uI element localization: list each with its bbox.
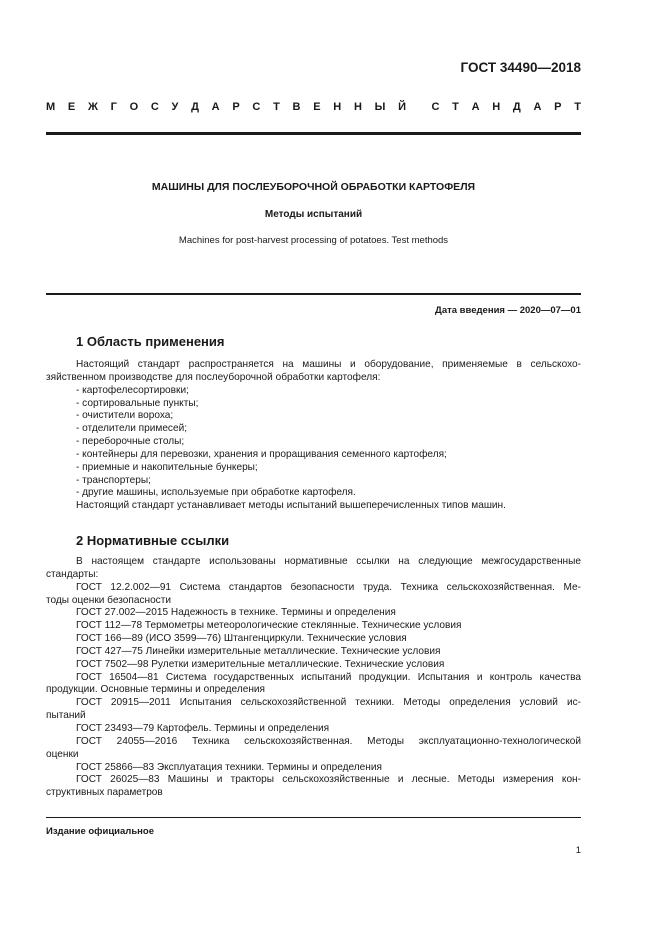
section-1-heading: 1 Область применения [76,334,225,349]
banner-letter: А [471,101,480,113]
list-item: - контейнеры для перевозки, хранения и проращивания семенного картофеля; [76,448,447,460]
reference-line: ГОСТ 27.002—2015 Надежность в технике. Термины и определения [76,607,396,619]
banner-letter: Р [554,101,562,113]
list-item: - транспортеры; [76,474,151,486]
reference-line: ГОСТ 24055—2016 Техника сельскохозяйственная. Методы эксплуатационно-технологической [76,735,581,747]
reference-line: ГОСТ 20915—2011 Испытания сельскохозяйственной техники. Методы определения условий ис- [76,697,581,709]
list-item: - очистители вороха; [76,410,174,422]
banner-letter: У [171,101,179,113]
reference-line: ГОСТ 112—78 Термометры метеорологические стеклянные. Технические условия [76,620,462,632]
reference-line: структивных параметров [46,787,163,799]
banner-letter: Д [191,101,199,113]
banner-letter: Т [273,101,280,113]
reference-line: пытаний [46,710,86,722]
footer-rule [46,817,581,818]
reference-line: ГОСТ 427—75 Линейки измерительные металлические. Технические условия [76,645,441,657]
banner-letter: А [211,101,220,113]
list-item: - приемные и накопительные бункеры; [76,461,258,473]
banner-letter: Р [232,101,240,113]
reference-line: тоды оценки безопасности [46,594,171,606]
paragraph-line: В настоящем стандарте использованы нормативные ссылки на следующие межгосударственные [76,556,581,567]
banner-letter: Т [574,101,581,113]
document-title: МАШИНЫ ДЛЯ ПОСЛЕУБОРОЧНОЙ ОБРАБОТКИ КАРТОФЕЛЯ [151,181,476,193]
title-rule [46,293,581,295]
reference-line: продукции. Основные термины и определения [46,684,266,696]
banner-letter: С [150,101,159,113]
list-item: - картофелесортировки; [76,384,189,396]
list-item: - отделители примесей; [76,423,188,435]
banner-letter: Й [398,101,407,113]
official-edition-note: Издание официальное [46,826,154,837]
banner-letter: Г [110,101,117,113]
reference-line: ГОСТ 12.2.002—91 Система стандартов безопасности труда. Техника сельскохозяйственная. Ме- [76,581,581,593]
banner-letter: Ж [87,101,98,113]
list-item: - сортировальные пункты; [76,397,199,409]
reference-line: ГОСТ 16504—81 Система государственных испытаний продукции. Испытания и контроль качества [76,671,581,683]
banner-letter: Д [512,101,521,113]
header-rule [46,132,581,135]
reference-line: ГОСТ 7502—98 Рулетки измерительные металлические. Технические условия [76,658,445,670]
banner-letter: А [533,101,542,113]
paragraph-line: зяйственном производстве для послеуборочной обработки картофеля: [46,371,381,383]
reference-line: ГОСТ 26025—83 Машины и тракторы сельскохозяйственные и лесные. Методы измерения кон- [76,774,581,786]
reference-line: ГОСТ 166—89 (ИСО 3599—76) Штангенциркули. Технические условия [76,633,407,645]
reference-line: ГОСТ 23493—79 Картофель. Термины и определения [76,722,330,734]
banner-letter: О [129,101,139,113]
banner-letter: Е [67,101,76,113]
banner-letter: Н [333,101,342,113]
banner-letter: М [46,101,56,113]
english-title: Machines for post-harvest processing of potatoes. Test methods [178,235,449,246]
banner-letter: Е [313,101,321,113]
banner-letter: С [431,101,440,113]
introduction-date: Дата введения — 2020—07—01 [435,305,581,316]
paragraph-line: Настоящий стандарт распространяется на машины и оборудование, применяемые в сельскохо- [76,359,581,370]
paragraph-line: Настоящий стандарт устанавливает методы испытаний вышеперечисленных типов машин. [76,500,506,512]
list-item: - переборочные столы; [76,436,185,448]
gost-code: ГОСТ 34490—2018 [460,60,581,75]
reference-line: ГОСТ 25866—83 Эксплуатация техники. Термины и определения [76,761,382,773]
interstate-standard-banner [46,101,581,113]
banner-letter: Н [492,101,501,113]
reference-line: оценки [46,748,79,760]
page-number: 1 [575,845,581,856]
banner-letter: В [292,101,301,113]
banner-letter: Ы [374,101,386,113]
banner-letter: Т [452,101,459,113]
banner-letter: Н [353,101,362,113]
list-item: - другие машины, используемые при обработке картофеля. [76,487,356,499]
paragraph-line: стандарты: [46,568,99,580]
section-2-body [46,556,581,800]
section-2-heading: 2 Нормативные ссылки [76,533,230,548]
banner-letter: С [252,101,261,113]
document-subtitle: Методы испытаний [264,209,363,220]
section-1-body [46,359,581,513]
